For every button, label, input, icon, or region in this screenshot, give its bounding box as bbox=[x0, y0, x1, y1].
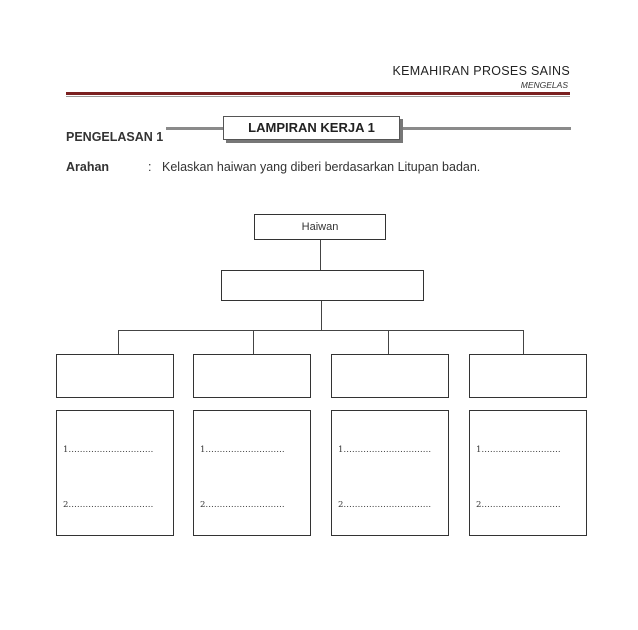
connector-root-mid bbox=[320, 240, 321, 270]
section-title: PENGELASAN 1 bbox=[66, 130, 164, 144]
example-line-1: 1………………………. bbox=[200, 445, 285, 455]
header-subtitle: MENGELAS bbox=[520, 80, 568, 90]
example-box-2[interactable] bbox=[193, 410, 311, 536]
example-line-2: 2………………………. bbox=[476, 500, 561, 510]
category-input-box[interactable] bbox=[221, 270, 424, 301]
example-line-2: 2………………………. bbox=[200, 500, 285, 510]
example-line-2: 2…………………………. bbox=[338, 500, 432, 510]
instruction-label: Arahan bbox=[66, 160, 110, 174]
connector-mid-bar bbox=[321, 301, 322, 330]
root-box: Haiwan bbox=[254, 214, 386, 240]
header-rule-thin bbox=[66, 96, 570, 97]
example-line-1: 1………………………… bbox=[63, 445, 154, 455]
connector-drop-2 bbox=[253, 330, 254, 354]
example-line-2: 2………………………… bbox=[63, 500, 154, 510]
example-line-1: 1…………………………. bbox=[338, 445, 432, 455]
example-line-1: 1………………………. bbox=[476, 445, 561, 455]
connector-drop-3 bbox=[388, 330, 389, 354]
connector-horizontal-bar bbox=[118, 330, 523, 331]
instruction-text: Kelaskan haiwan yang diberi berdasarkan Litupan badan. bbox=[162, 160, 481, 174]
connector-drop-1 bbox=[118, 330, 119, 354]
example-box-1[interactable] bbox=[56, 410, 174, 536]
subcategory-box-3[interactable] bbox=[331, 354, 449, 398]
header-rule bbox=[66, 92, 570, 95]
subcategory-box-2[interactable] bbox=[193, 354, 311, 398]
example-box-4[interactable] bbox=[469, 410, 587, 536]
example-box-3[interactable] bbox=[331, 410, 449, 536]
worksheet-label: LAMPIRAN KERJA 1 bbox=[223, 116, 400, 140]
instruction-colon: : bbox=[148, 160, 152, 174]
header-title: KEMAHIRAN PROSES SAINS bbox=[392, 64, 570, 78]
subcategory-box-1[interactable] bbox=[56, 354, 174, 398]
subcategory-box-4[interactable] bbox=[469, 354, 587, 398]
connector-drop-4 bbox=[523, 330, 524, 354]
